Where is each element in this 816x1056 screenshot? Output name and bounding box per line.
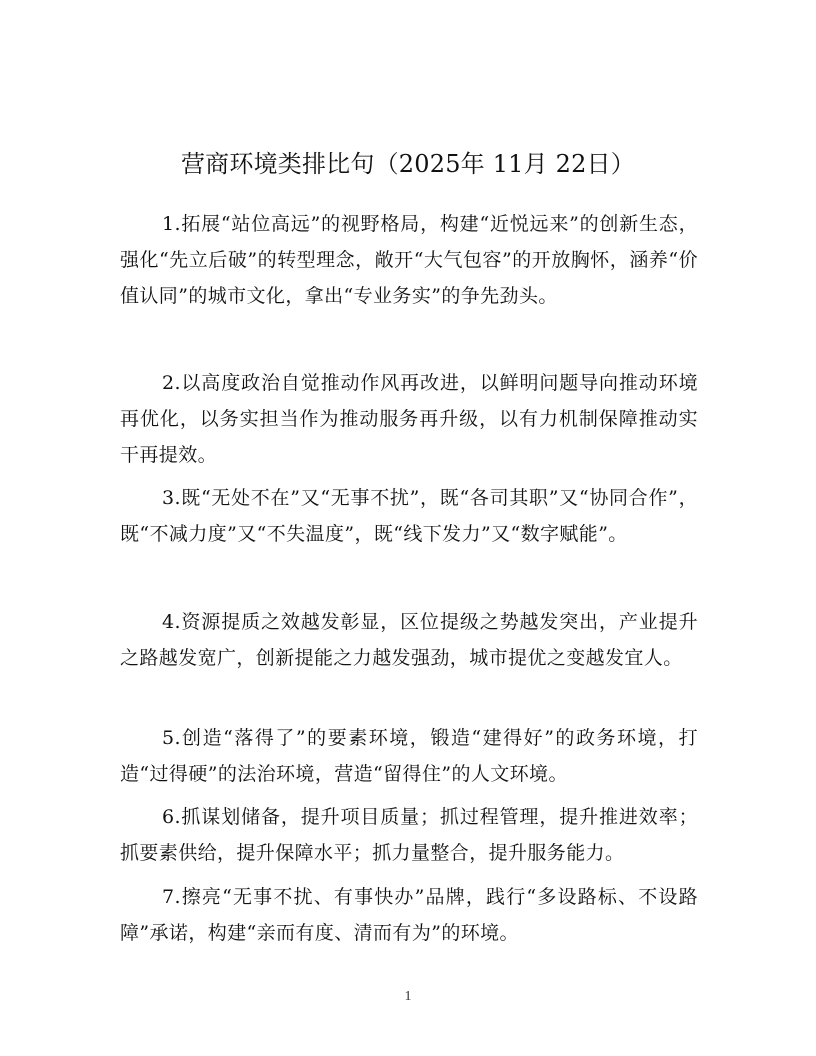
paragraph-4: 4.资源提质之效越发彰显，区位提级之势越发突出，产业提升之路越发宽广，创新提能之力越发强劲，城市提优之变越发宜人。 — [120, 611, 698, 669]
paragraph-6: 6.抓谋划储备，提升项目质量；抓过程管理，提升推进效率；抓要素供给，提升保障水平；抓力量整合，提升服务能力。 — [120, 806, 698, 864]
paragraph-2: 2.以高度政治自觉推动作风再改进，以鲜明问题导向推动环境再优化，以务实担当作为推动服务再升级，以有力机制保障推动实干再提效。 — [120, 372, 698, 466]
document-title: 营商环境类排比句（2025年 11月 22日） — [180, 150, 635, 178]
paragraph-5: 5.创造“落得了”的要素环境，锻造“建得好”的政务环境，打造“过得硬”的法治环境，营造“留得住”的人文环境。 — [120, 727, 698, 785]
page-number: 1 — [404, 989, 412, 1004]
paragraph-3: 3.既“无处不在”又“无事不扰”，既“各司其职”又“协同合作”，既“不减力度”又“不失温度”，既“线下发力”又“数字赋能”。 — [120, 487, 698, 545]
paragraph-7: 7.擦亮“无事不扰、有事快办”品牌，践行“多设路标、不设路障”承诺，构建“亲而有度、清而有为”的环境。 — [120, 886, 698, 944]
paragraph-1: 1.拓展“站位高远”的视野格局，构建“近悦远来”的创新生态，强化“先立后破”的转型理念，敞开“大气包容”的开放胸怀，涵养“价值认同”的城市文化，拿出“专业务实”的争先劲头。 — [120, 213, 698, 307]
